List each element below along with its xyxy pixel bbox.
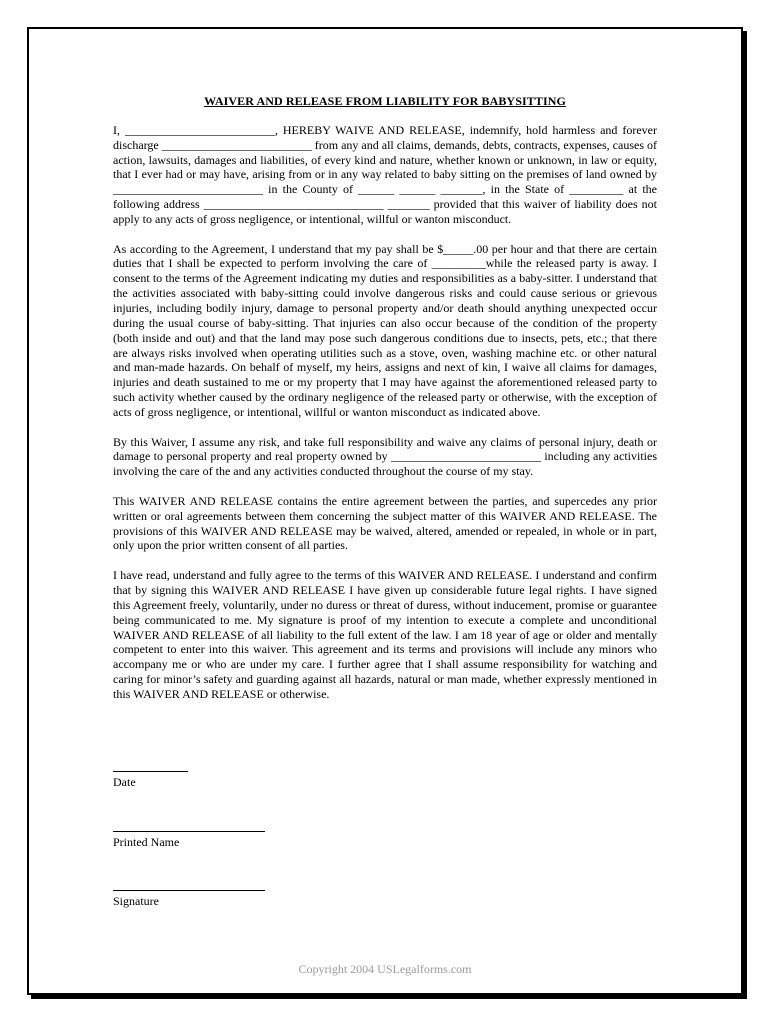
signature-line — [113, 890, 265, 891]
signature-field — [113, 890, 265, 909]
printed-name-field — [113, 831, 265, 850]
paragraph-acknowledgement: I have read, understand and fully agree to the terms of this WAIVER AND RELEASE. I understand and confirm that by signing this WAIVER AND RELEASE I have given up considerable future legal rights. I have signed this Agreement freely, voluntarily, under no duress or threat of duress, without inducement, promise or guarantee being communicated to me. My signature is proof of my intention to execute a complete and unconditional WAIVER AND RELEASE of all liability to the full extent of the law. I am 18 year of age or older and mentally competent to enter into this waiver. This agreement and its terms and provisions will include any minors who accompany me or who are under my care. I further agree that I shall assume responsibility for watching and caring for minor’s safety and guarding against all hazards, natural or man made, whether expressly mentioned in this WAIVER AND RELEASE or otherwise. — [113, 568, 657, 701]
signature-label: Signature — [113, 894, 159, 908]
document-title: WAIVER AND RELEASE FROM LIABILITY FOR BABYSITTING — [204, 94, 566, 108]
printed-name-signature-line — [113, 831, 265, 832]
paragraph-assumption-of-risk: By this Waiver, I assume any risk, and take full responsibility and waive any claims of personal injury, death or damage to personal property and real property owned by _________________________ including any activities involving the care of the and any activities conducted throughout the course of my stay. — [113, 434, 657, 479]
printed-name-label: Printed Name — [113, 835, 180, 849]
paragraph-agreement-terms: As according to the Agreement, I understand that my pay shall be $_____.00 per hour and that there are certain duties that I shall be expected to perform involving the care of _________while the released party is away. I consent to the terms of the Agreement indicating my duties and responsibilities as a baby-sitter. I understand that the activities associated with baby-sitting could involve dangerous risks and could cause serious or grievous injuries, including bodily injury, damage to personal property and/or death should anything unexpected occur during the usual course of baby-sitting. That injuries can also occur because of the condition of the property (both inside and out) and that the land may pose such dangerous conditions due to insects, pets, etc.; that there are always risks involved when operating utilities such as a stove, oven, washing machine etc. or other natural and man-made hazards. On behalf of myself, my heirs, assigns and next of kin, I waive all claims for damages, injuries and death sustained to me or my property that I may have against the aforementioned released party to such activity whether caused by the ordinary negligence of the released party or otherwise, with the exception of acts of gross negligence, or intentional, willful or wanton misconduct as indicated above. — [113, 241, 657, 419]
copyright-footer: Copyright 2004 USLegalforms.com — [298, 962, 472, 976]
date-label: Date — [113, 775, 136, 789]
document-body — [113, 94, 657, 717]
date-field — [113, 771, 188, 790]
date-signature-line — [113, 771, 188, 772]
paragraph-entire-agreement: This WAIVER AND RELEASE contains the entire agreement between the parties, and supercedes any prior written or oral agreements between them concerning the subject matter of this WAIVER AND RELEASE. The provisions of this WAIVER AND RELEASE may be waived, altered, amended or repealed, in whole or in part, only upon the prior written consent of all parties. — [113, 493, 657, 553]
paragraph-waiver-release: I, _________________________, HEREBY WAIVE AND RELEASE, indemnify, hold harmless and forever discharge _________________________ from any and all claims, demands, debts, contracts, expenses, causes of action, lawsuits, damages and liabilities, of every kind and nature, whether known or unknown, in law or equity, that I ever had or may have, arising from or in any way related to baby sitting on the premises of land owned by _________________________ in the County of ______ ______ _______, in the State of _________ at the following address ______________________________ _______ provided that this waiver of liability does not apply to any acts of gross negligence, or intentional, willful or wanton misconduct. — [113, 122, 657, 226]
